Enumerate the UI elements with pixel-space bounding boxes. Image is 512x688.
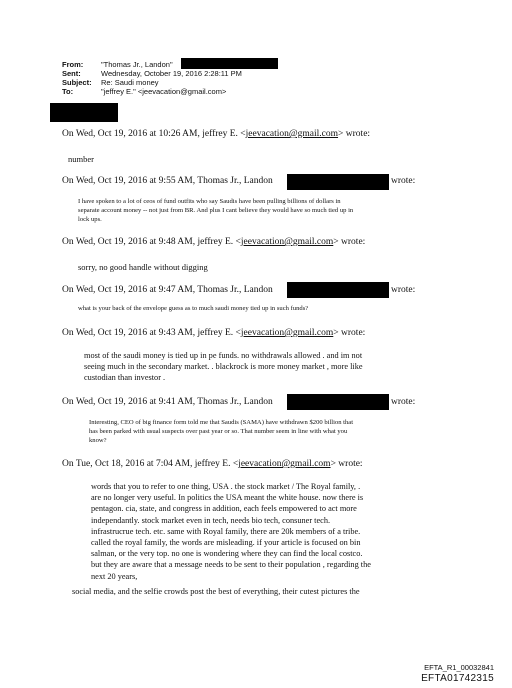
redaction-bar <box>287 394 389 410</box>
reply-attribution: On Wed, Oct 19, 2016 at 9:43 AM, jeffrey E. <jeevacation@gmail.com> wrote: <box>62 328 366 338</box>
message-body: words that you to refer to one thing, USA . the stock market / The Royal family, . are no longer very useful. In politics the USA meant the white house. now there is pentagon. cia, state, and congress in addition, each feels empowered to act more independantly. stock market even in tech, needs bio tech, consuner tech. infrastrucrue tech. etc. same with Royal family, there are 20k members of a tribe. called the royal family, the words are misleading. if your article is focused on bin salman, or the very top. no one is wondering where they can find the local costco. but they are aware that a message needs to be sent to their population , regarding the next 20 years, <box>91 482 371 581</box>
reply-attribution: On Tue, Oct 18, 2016 at 7:04 AM, jeffrey E. <jeevacation@gmail.com> wrote: <box>62 459 363 469</box>
reply-attribution-suffix: wrote: <box>391 397 416 407</box>
message-body: I have spoken to a lot of ceos of fund outfits who say Saudis have been pulling billions of dollars in separate account money -- not just from BR. And plus I cant believe they would have so much tied up in lock ups. <box>78 198 354 223</box>
reply-attribution-suffix: wrote: <box>391 176 416 186</box>
to-label: To: <box>62 87 74 96</box>
email-link[interactable]: jeevacation@gmail.com <box>238 459 331 469</box>
reply-attribution: On Wed, Oct 19, 2016 at 9:47 AM, Thomas Jr., Landon <box>62 285 273 295</box>
subject-label: Subject: <box>62 78 92 87</box>
message-body-line: social media, and the selfie crowds post the best of everything, their cutest pictures the <box>72 587 360 596</box>
redaction-bar <box>181 58 278 69</box>
redaction-bar <box>287 282 389 298</box>
email-link[interactable]: jeevacation@gmail.com <box>240 328 334 338</box>
sent-label: Sent: <box>62 69 81 78</box>
from-label: From: <box>62 60 84 69</box>
reply-attribution: On Wed, Oct 19, 2016 at 9:55 AM, Thomas Jr., Landon <box>62 176 273 186</box>
email-link[interactable]: jeevacation@gmail.com <box>240 237 334 247</box>
subject-value: Re: Saudi money <box>101 78 159 87</box>
reply-attribution: On Wed, Oct 19, 2016 at 9:48 AM, jeffrey E. <jeevacation@gmail.com> wrote: <box>62 237 366 247</box>
message-body: most of the saudi money is tied up in pe funds. no withdrawals allowed . and im not seeing much in the secondary market. . blackrock is more money market , more like custodian than investor . <box>84 351 363 383</box>
reply-attribution: On Wed, Oct 19, 2016 at 9:41 AM, Thomas Jr., Landon <box>62 397 273 407</box>
to-value: "jeffrey E." <jeevacation@gmail.com> <box>101 87 227 96</box>
reply-attribution: On Wed, Oct 19, 2016 at 10:26 AM, jeffrey E. <jeevacation@gmail.com> wrote: <box>62 129 371 139</box>
sent-value: Wednesday, October 19, 2016 2:28:11 PM <box>101 69 242 78</box>
message-body: sorry, no good handle without digging <box>78 262 208 272</box>
message-body: number <box>68 154 94 164</box>
document-id-small: EFTA_R1_00032841 <box>424 663 494 672</box>
message-body: Interesting, CEO of big finance form told me that Saudis (SAMA) have withdrawn $200 billion that has been parked with usual suspects over past year or so. That number seem in line with what you know? <box>89 419 354 444</box>
message-body: what is your back of the envelope guess as to much saudi money tied up in such funds? <box>78 305 309 312</box>
redaction-bar <box>287 174 389 190</box>
redaction-bar <box>50 103 118 122</box>
from-value: "Thomas Jr., Landon" <box>101 60 173 69</box>
document-id-large: EFTA01742315 <box>421 673 494 684</box>
email-link[interactable]: jeevacation@gmail.com <box>245 129 339 139</box>
reply-attribution-suffix: wrote: <box>391 285 416 295</box>
